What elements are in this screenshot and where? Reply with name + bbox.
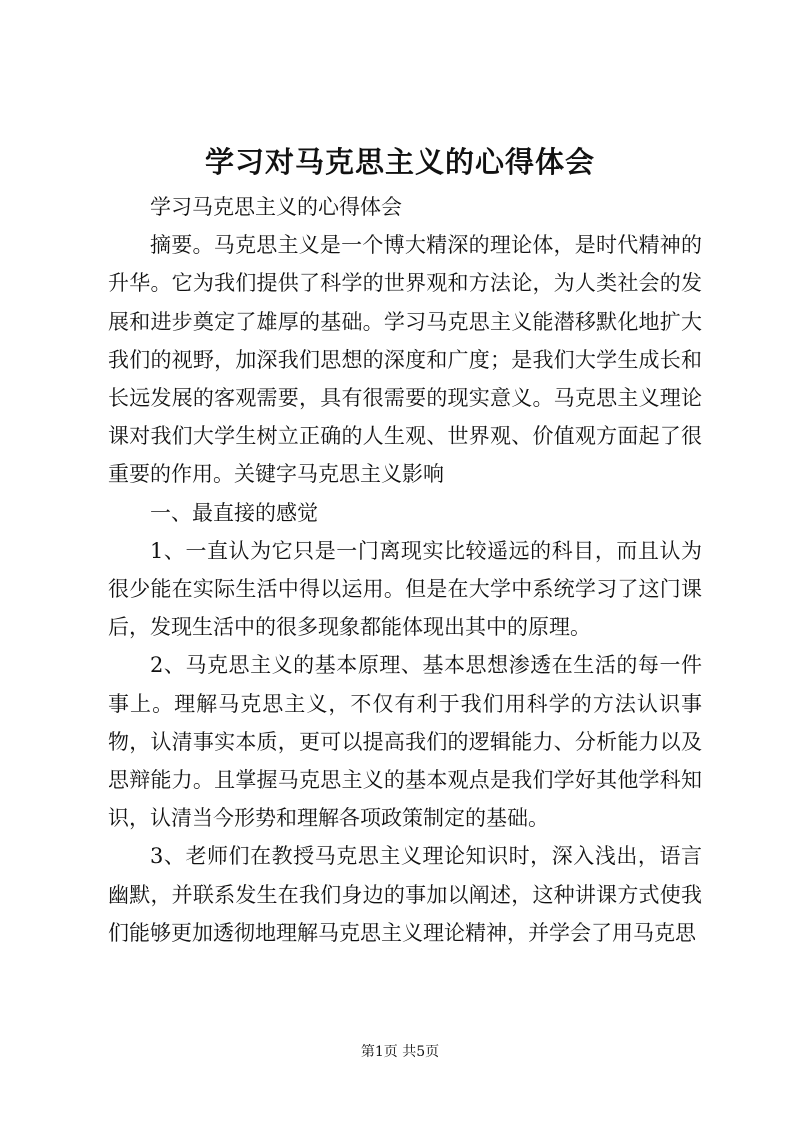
section-heading: 一、最直接的感觉 — [150, 500, 318, 525]
point-2-paragraph: 2、马克思主义的基本原理、基本思想渗透在生活的每一件事上。理解马克思主义，不仅有利于我们用科学的方法认识事物，认清事实本质，更可以提高我们的逻辑能力、分析能力以及思辩能力。且掌握马克思主义的基本观点是我们学好其他学科知识，认清当今形势和理解各项政策制定的基础。 — [108, 653, 702, 831]
document-title: 学习对马克思主义的心得体会 — [204, 145, 595, 179]
page-footer: 第1页 共5页 — [360, 1044, 440, 1060]
point-3-paragraph: 3、老师们在教授马克思主义理论知识时，深入浅出，语言幽默，并联系发生在我们身边的事加以阐述，这种讲课方式使我们能够更加透彻地理解马克思主义理论精神，并学会了用马克思 — [108, 844, 702, 945]
abstract-paragraph: 摘要。马克思主义是一个博大精深的理论体，是时代精神的升华。它为我们提供了科学的世界观和方法论，为人类社会的发展和进步奠定了雄厚的基础。学习马克思主义能潜移默化地扩大我们的视野，加深我们思想的深度和广度；是我们大学生成长和长远发展的客观需要，具有很需要的现实意义。马克思主义理论课对我们大学生树立正确的人生观、世界观、价值观方面起了很重要的作用。关键字马克思主义影响 — [108, 233, 702, 487]
subtitle-paragraph: 学习马克思主义的心得体会 — [150, 195, 402, 219]
document-body — [108, 188, 702, 952]
point-1-paragraph: 1、一直认为它只是一门离现实比较遥远的科目，而且认为很少能在实际生活中得以运用。但是在大学中系统学习了这门课后，发现生活中的很多现象都能体现出其中的原理。 — [108, 538, 702, 640]
